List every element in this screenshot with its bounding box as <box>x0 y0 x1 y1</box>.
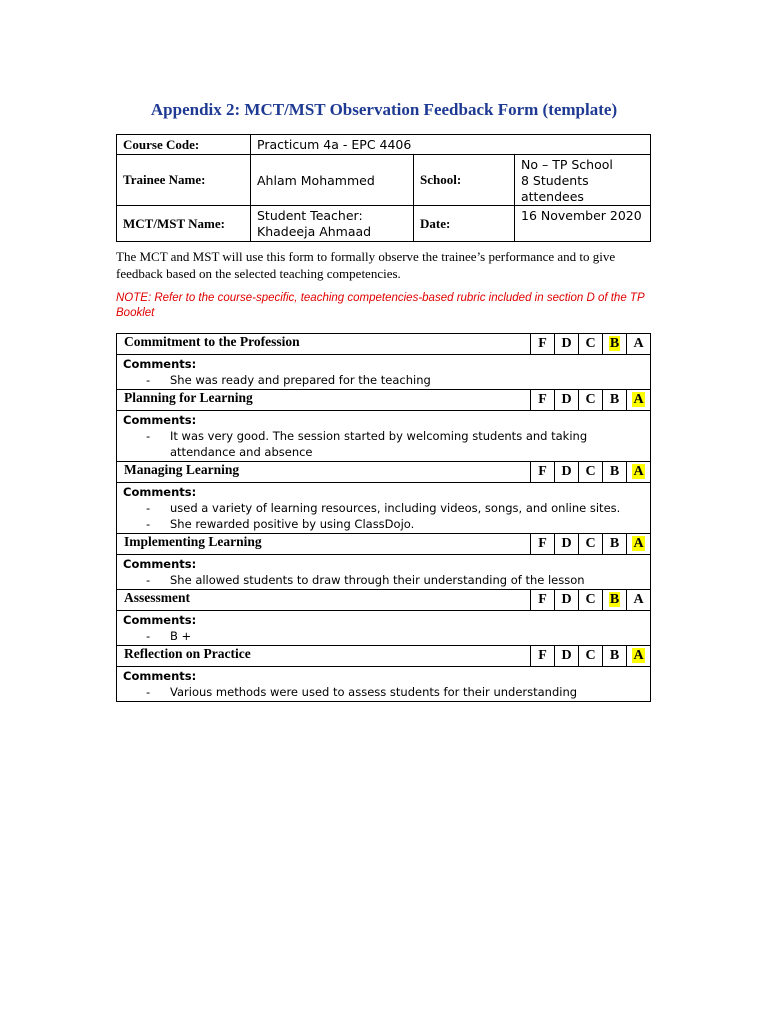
competency-row <box>117 334 651 355</box>
comments-cell <box>117 483 651 534</box>
comment-text: Various methods were used to assess students for their understanding <box>170 685 578 699</box>
comment-text: used a variety of learning resources, including videos, songs, and online sites. <box>170 501 621 515</box>
grade-letter: D <box>561 392 572 407</box>
grade-letter: A <box>633 592 644 607</box>
comments-label: Comments: <box>123 485 197 499</box>
comment-text: She rewarded positive by using ClassDojo. <box>170 517 415 531</box>
comment-text: B + <box>170 629 192 643</box>
grade-letter: F <box>538 648 547 663</box>
school-label: School: <box>414 155 515 206</box>
comments-label: Comments: <box>123 669 197 683</box>
grade-cell-b <box>603 462 627 483</box>
grade-cell-b <box>603 534 627 555</box>
school-line: attendees <box>521 189 584 204</box>
grade-letter: C <box>585 648 596 663</box>
grade-letter: F <box>538 464 547 479</box>
comments-row <box>117 667 651 702</box>
trainee-name-label: Trainee Name: <box>117 155 251 206</box>
grade-letter: A <box>633 536 644 551</box>
grade-letter: A <box>633 648 644 663</box>
grade-letter: C <box>585 592 596 607</box>
grade-letter: C <box>585 336 596 351</box>
grade-letter: F <box>538 392 547 407</box>
comments-cell <box>117 411 651 462</box>
grade-cell-c <box>579 646 603 667</box>
competency-row <box>117 646 651 667</box>
comment-item <box>123 572 644 588</box>
grade-cell-a <box>627 334 651 355</box>
bullet-dash: - <box>146 629 151 643</box>
competency-row <box>117 462 651 483</box>
trainee-name-value: Ahlam Mohammed <box>251 155 414 206</box>
grade-letter: C <box>585 392 596 407</box>
grade-cell-c <box>579 590 603 611</box>
grade-letter: B <box>609 648 620 663</box>
grade-cell-c <box>579 462 603 483</box>
grade-cell-f <box>531 590 555 611</box>
grade-letter: B <box>609 336 620 351</box>
bullet-dash: - <box>146 517 151 531</box>
comments-label: Comments: <box>123 613 197 627</box>
comments-label: Comments: <box>123 357 197 371</box>
mct-mst-name-value <box>251 206 414 242</box>
bullet-dash: - <box>146 685 151 699</box>
competency-name: Assessment <box>117 590 531 611</box>
rubric-table <box>116 333 651 702</box>
comments-row <box>117 555 651 590</box>
comment-text: She was ready and prepared for the teaching <box>170 373 431 387</box>
grade-cell-d <box>555 534 579 555</box>
grade-cell-d <box>555 462 579 483</box>
school-value <box>515 155 651 206</box>
comments-row <box>117 355 651 390</box>
competency-name: Planning for Learning <box>117 390 531 411</box>
grade-letter: D <box>561 648 572 663</box>
grade-letter: F <box>538 336 547 351</box>
grade-cell-d <box>555 590 579 611</box>
comment-item <box>123 428 644 460</box>
comments-label: Comments: <box>123 557 197 571</box>
bullet-dash: - <box>146 501 151 515</box>
mct-mst-name-label: MCT/MST Name: <box>117 206 251 242</box>
grade-cell-f <box>531 462 555 483</box>
comment-text: She allowed students to draw through their understanding of the lesson <box>170 573 585 587</box>
mct-line: Khadeeja Ahmaad <box>257 224 372 239</box>
grade-letter: C <box>585 464 596 479</box>
grade-cell-f <box>531 534 555 555</box>
comments-cell <box>117 355 651 390</box>
competency-row <box>117 390 651 411</box>
date-label: Date: <box>414 206 515 242</box>
grade-letter: B <box>609 392 620 407</box>
comments-cell <box>117 667 651 702</box>
course-code-value: Practicum 4a - EPC 4406 <box>251 135 651 155</box>
bullet-dash: - <box>146 429 151 443</box>
comment-text: It was very good. The session started by welcoming students and taking attendance and absence <box>170 429 588 459</box>
grade-cell-d <box>555 334 579 355</box>
grade-letter: D <box>561 464 572 479</box>
grade-cell-a <box>627 590 651 611</box>
comments-row <box>117 411 651 462</box>
competency-name: Implementing Learning <box>117 534 531 555</box>
competency-name: Reflection on Practice <box>117 646 531 667</box>
course-code-label: Course Code: <box>117 135 251 155</box>
comments-label: Comments: <box>123 413 197 427</box>
date-value: 16 November 2020 <box>515 206 651 242</box>
grade-letter: A <box>633 392 644 407</box>
grade-cell-d <box>555 390 579 411</box>
grade-cell-c <box>579 334 603 355</box>
bullet-dash: - <box>146 573 151 587</box>
comments-cell <box>117 611 651 646</box>
grade-cell-a <box>627 390 651 411</box>
grade-letter: F <box>538 592 547 607</box>
grade-letter: D <box>561 536 572 551</box>
grade-letter: B <box>609 536 620 551</box>
grade-cell-a <box>627 462 651 483</box>
grade-letter: B <box>609 464 620 479</box>
intro-text: The MCT and MST will use this form to formally observe the trainee’s performance and to give feedback based on the selected teaching competencies. <box>116 249 616 281</box>
school-line: No – TP School <box>521 157 613 172</box>
grade-cell-c <box>579 534 603 555</box>
mct-line: Student Teacher: <box>257 208 363 223</box>
grade-cell-f <box>531 334 555 355</box>
competency-row <box>117 534 651 555</box>
grade-cell-d <box>555 646 579 667</box>
grade-cell-f <box>531 390 555 411</box>
comment-item <box>123 516 644 532</box>
comments-row <box>117 483 651 534</box>
comment-item <box>123 372 644 388</box>
comment-item <box>123 628 644 644</box>
grade-cell-b <box>603 646 627 667</box>
grade-letter: C <box>585 536 596 551</box>
grade-letter: D <box>561 336 572 351</box>
rubric-note: NOTE: Refer to the course-specific, teaching competencies-based rubric included in section D of the TP Booklet <box>116 292 645 319</box>
competency-name: Managing Learning <box>117 462 531 483</box>
competency-row <box>117 590 651 611</box>
grade-letter: A <box>633 464 644 479</box>
grade-cell-a <box>627 646 651 667</box>
comments-row <box>117 611 651 646</box>
grade-cell-b <box>603 390 627 411</box>
form-title: Appendix 2: MCT/MST Observation Feedback Form (template) <box>150 100 618 119</box>
grade-cell-b <box>603 334 627 355</box>
comment-item <box>123 684 644 700</box>
grade-cell-a <box>627 534 651 555</box>
grade-cell-b <box>603 590 627 611</box>
grade-letter: D <box>561 592 572 607</box>
bullet-dash: - <box>146 373 151 387</box>
grade-letter: B <box>609 592 620 607</box>
grade-cell-c <box>579 390 603 411</box>
grade-letter: F <box>538 536 547 551</box>
competency-name: Commitment to the Profession <box>117 334 531 355</box>
info-table <box>116 134 651 242</box>
school-line: 8 Students <box>521 173 589 188</box>
grade-cell-f <box>531 646 555 667</box>
comment-item <box>123 500 644 516</box>
grade-letter: A <box>633 336 644 351</box>
comments-cell <box>117 555 651 590</box>
